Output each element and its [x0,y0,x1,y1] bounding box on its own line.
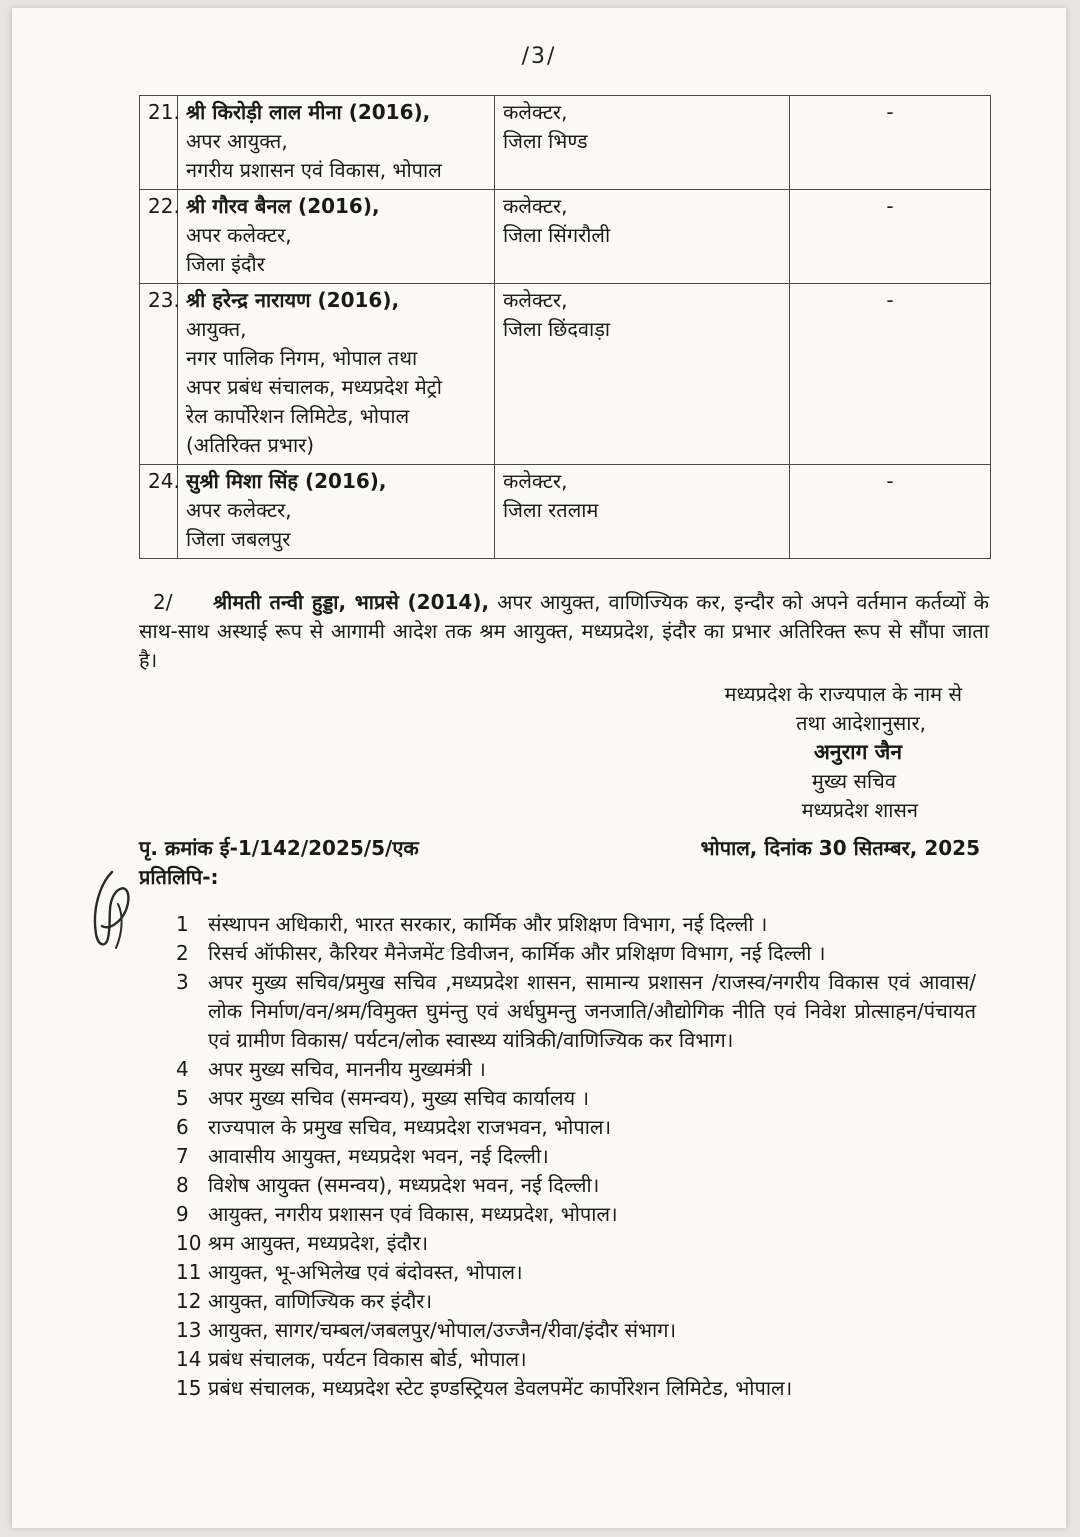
officer-line: (अतिरिक्त प्रभार) [186,433,315,457]
transfer-table [139,95,991,559]
row-number: 21. [140,96,178,190]
officer-cell [178,284,495,465]
list-item-text: रिसर्च ऑफीसर, कैरियर मैनेजमेंट डिवीजन, कार्मिक और प्रशिक्षण विभाग, नई दिल्ली । [208,941,826,965]
remark-cell: - [790,465,991,559]
posting-cell [495,96,790,190]
list-item-number: 5 [176,1086,189,1110]
list-item-number: 12 [176,1289,202,1313]
officer-cell [178,190,495,284]
list-item-number: 3 [176,970,189,994]
officer-line: नगरीय प्रशासन एवं विकास, भोपाल [186,158,442,182]
list-item-number: 15 [176,1376,202,1400]
list-item-text: राज्यपाल के प्रमुख सचिव, मध्यप्रदेश राजभवन, भोपाल। [208,1115,612,1139]
posting-cell [495,190,790,284]
officer-name: श्री किरोड़ी लाल मीना (2016), [186,100,431,124]
remark-cell: - [790,96,991,190]
officer-cell [178,465,495,559]
posting-line: जिला छिंदवाड़ा [503,317,611,341]
paragraph-number: 2/ [153,590,173,614]
list-item-number: 11 [176,1260,202,1284]
posting-line: जिला रतलाम [503,498,599,522]
officer-cell [178,96,495,190]
list-item-text: आयुक्त, वाणिज्यिक कर इंदौर। [208,1289,433,1313]
officer-line: अपर कलेक्टर, [186,498,292,522]
authority-line: मध्यप्रदेश के राज्यपाल के नाम से [724,682,962,706]
list-item-number: 9 [176,1202,189,1226]
list-item-text: आवासीय आयुक्त, मध्यप्रदेश भवन, नई दिल्ली। [208,1144,549,1168]
list-item-number: 13 [176,1318,202,1342]
officer-name: श्री हरेन्द्र नारायण (2016), [186,288,400,312]
list-item-text: अपर मुख्य सचिव (समन्वय), मुख्य सचिव कार्यालय । [208,1086,590,1110]
list-item-text: आयुक्त, सागर/चम्बल/जबलपुर/भोपाल/उज्जैन/रीवा/इंदौर संभाग। [208,1318,677,1342]
list-item-text: अपर मुख्य सचिव/प्रमुख सचिव ,मध्यप्रदेश शासन, सामान्य प्रशासन /राजस्व/नगरीय विकास एवं आवास/लोक निर्माण/वन/श्रम/विमुक्त घुमंन्तु एवं अर्धघुमन्तु जनजाति/औद्योगिक नीति एवं निवेश प्रोत्साहन/पंचायत एवं ग्रामीण विकास/ पर्यटन/लोक स्वास्थ्य यांत्रिकी/वाणिज्यिक कर विभाग। [208,970,976,1052]
signatory-office: मध्यप्रदेश शासन [801,798,918,822]
list-item-number: 6 [176,1115,189,1139]
officer-name: श्री गौरव बैनल (2016), [186,194,380,218]
officer-line: अपर प्रबंध संचालक, मध्यप्रदेश मेट्रो [186,375,442,399]
list-item [176,1142,976,1171]
list-item [176,1345,976,1374]
list-item [176,1113,976,1142]
list-item [176,1055,976,1084]
list-item-number: 10 [176,1231,202,1255]
list-item [176,1374,976,1403]
signatory-name: अनुराग जैन [813,740,902,764]
authority-line-2: तथा आदेशानुसार, [796,711,926,735]
list-item [176,1287,976,1316]
list-item-text: प्रबंध संचालक, पर्यटन विकास बोर्ड, भोपाल। [208,1347,527,1371]
posting-line: कलेक्टर, [503,194,568,218]
list-item [176,910,976,939]
posting-cell [495,284,790,465]
list-item-text: विशेष आयुक्त (समन्वय), मध्यप्रदेश भवन, नई दिल्ली। [208,1173,600,1197]
list-item-number: 14 [176,1347,202,1371]
remark-cell: - [790,190,991,284]
list-item-text: प्रबंध संचालक, मध्यप्रदेश स्टेट इण्डस्ट्रियल डेवलपमेंट कार्पोरेशन लिमिटेड, भोपाल। [208,1376,793,1400]
table-row [140,96,991,190]
list-item [176,1316,976,1345]
copy-heading: प्रतिलिपि-: [139,865,219,889]
posting-line: जिला सिंगरौली [503,223,611,247]
officer-line: नगर पालिक निगम, भोपाल तथा [186,346,418,370]
officer-line: अपर कलेक्टर, [186,223,292,247]
document-page [12,8,1066,1528]
reference-number: पृ. क्रमांक ई-1/142/2025/5/एक [139,836,419,860]
list-item [176,1084,976,1113]
posting-line: कलेक्टर, [503,469,568,493]
list-item [176,1229,976,1258]
row-number: 24. [140,465,178,559]
remark-cell: - [790,284,991,465]
signature-block [632,680,962,825]
copy-list [176,910,976,1403]
reference-block [139,834,419,892]
officer-line: जिला इंदौर [186,252,265,276]
list-item-text: संस्थापन अधिकारी, भारत सरकार, कार्मिक और प्रशिक्षण विभाग, नई दिल्ली । [208,912,768,936]
table-row [140,284,991,465]
officer-line: जिला जबलपुर [186,527,291,551]
table-row [140,190,991,284]
officer-name: सुश्री मिशा सिंह (2016), [186,469,387,493]
officer-line: अपर आयुक्त, [186,129,288,153]
list-item [176,1171,976,1200]
list-item-number: 7 [176,1144,189,1168]
list-item-number: 8 [176,1173,189,1197]
list-item [176,939,976,968]
officer-line: रेल कार्पोरेशन लिमिटेड, भोपाल [186,404,410,428]
list-item-text: अपर मुख्य सचिव, माननीय मुख्यमंत्री । [208,1057,486,1081]
list-item [176,968,976,1055]
list-item-number: 4 [176,1057,189,1081]
posting-line: कलेक्टर, [503,288,568,312]
page-number: /3/ [521,44,557,69]
list-item [176,1258,976,1287]
list-item-text: आयुक्त, नगरीय प्रशासन एवं विकास, मध्यप्रदेश, भोपाल। [208,1202,618,1226]
list-item [176,1200,976,1229]
officer-line: आयुक्त, [186,317,247,341]
handwritten-initials-icon [82,864,142,954]
list-item-number: 2 [176,941,189,965]
row-number: 23. [140,284,178,465]
posting-cell [495,465,790,559]
list-item-number: 1 [176,912,189,936]
order-paragraph-2 [139,588,989,675]
list-item-text: श्रम आयुक्त, मध्यप्रदेश, इंदौर। [208,1231,429,1255]
posting-line: कलेक्टर, [503,100,568,124]
signatory-designation: मुख्य सचिव [811,769,896,793]
row-number: 22. [140,190,178,284]
paragraph-text: अपर आयुक्त, वाणिज्यिक कर, इन्दौर को अपने वर्तमान कर्तव्यों के साथ-साथ अस्थाई रूप से आगामी आदेश तक श्रम आयुक्त, मध्यप्रदेश, इंदौर का प्रभार अतिरिक्त रूप से सौंपा जाता है। [139,590,990,672]
table-row [140,465,991,559]
officer-name-bold: श्रीमती तन्वी हुड्डा, भाप्रसे (2014), [213,590,490,614]
date-line: भोपाल, दिनांक 30 सितम्बर, 2025 [700,836,980,860]
list-item-text: आयुक्त, भू-अभिलेख एवं बंदोवस्त, भोपाल। [208,1260,523,1284]
posting-line: जिला भिण्ड [503,129,588,153]
